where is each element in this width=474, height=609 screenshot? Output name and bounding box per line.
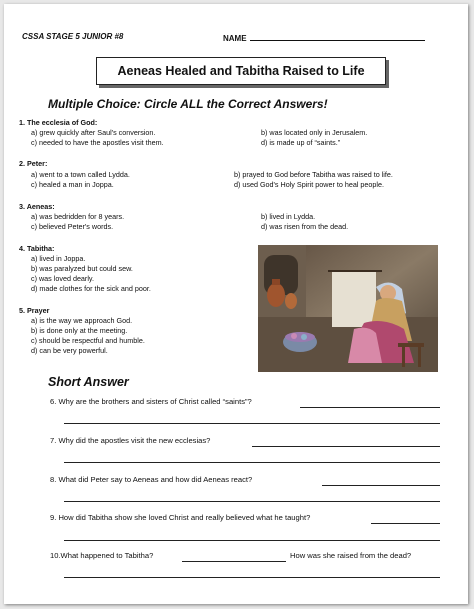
answer-8-line-2[interactable] — [64, 501, 440, 502]
worksheet-code: CSSA STAGE 5 JUNIOR #8 — [22, 32, 124, 41]
q3-option-d[interactable]: d) was risen from the dead. — [261, 222, 349, 231]
name-line[interactable] — [250, 32, 425, 41]
answer-7-line-1[interactable] — [252, 446, 440, 447]
short-answer-8: 8. What did Peter say to Aeneas and how did Aeneas react? — [50, 475, 253, 484]
question-5-label: 5. Prayer — [19, 306, 50, 315]
answer-8-line-1[interactable] — [322, 485, 440, 486]
answer-6-line-2[interactable] — [64, 423, 440, 424]
short-answer-10b: How was she raised from the dead? — [290, 551, 412, 560]
tabitha-sewing-illustration — [258, 245, 438, 372]
q3-option-a[interactable]: a) was bedridden for 8 years. — [31, 212, 125, 221]
short-answer-6: 6. Why are the brothers and sisters of Christ called “saints”? — [50, 397, 252, 406]
question-4-label: 4. Tabitha: — [19, 244, 55, 253]
short-answer-7: 7. Why did the apostles visit the new ecclesias? — [50, 436, 211, 445]
answer-9-line-2[interactable] — [64, 540, 440, 541]
answer-6-line-1[interactable] — [300, 407, 440, 408]
question-1-label: 1. The ecclesia of God: — [19, 118, 98, 127]
short-answer-10: 10.What happened to Tabitha? — [50, 551, 154, 560]
q5-option-c[interactable]: c) should be respectful and humble. — [31, 336, 145, 345]
question-2-label: 2. Peter: — [19, 159, 48, 168]
q4-option-d[interactable]: d) made clothes for the sick and poor. — [31, 284, 151, 293]
q1-option-a[interactable]: a) grew quickly after Saul's conversion. — [31, 128, 156, 137]
q1-option-d[interactable]: d) is made up of “saints.” — [261, 138, 341, 147]
q1-option-b[interactable]: b) was located only in Jerusalem. — [261, 128, 368, 137]
answer-10-line-2[interactable] — [64, 577, 440, 578]
name-field[interactable] — [223, 32, 425, 43]
q4-option-b[interactable]: b) was paralyzed but could sew. — [31, 264, 133, 273]
q2-option-c[interactable]: c) healed a man in Joppa. — [31, 180, 114, 189]
short-answer-heading: Short Answer — [48, 375, 129, 389]
worksheet-page — [4, 4, 468, 604]
q3-option-b[interactable]: b) lived in Lydda. — [261, 212, 316, 221]
q3-option-c[interactable]: c) believed Peter's words. — [31, 222, 114, 231]
q1-option-c[interactable]: c) needed to have the apostles visit them. — [31, 138, 164, 147]
worksheet-title: Aeneas Healed and Tabitha Raised to Life — [96, 57, 386, 85]
q2-option-a[interactable]: a) went to a town called Lydda. — [31, 170, 130, 179]
answer-7-line-2[interactable] — [64, 462, 440, 463]
q2-option-b[interactable]: b) prayed to God before Tabitha was raised to life. — [234, 170, 393, 179]
q4-option-c[interactable]: c) was loved dearly. — [31, 274, 94, 283]
q4-option-a[interactable]: a) lived in Joppa. — [31, 254, 86, 263]
multiple-choice-heading: Multiple Choice: Circle ALL the Correct Answers! — [48, 97, 328, 111]
short-answer-9: 9. How did Tabitha show she loved Christ and really believed what he taught? — [50, 513, 311, 522]
question-3-label: 3. Aeneas: — [19, 202, 55, 211]
q5-option-d[interactable]: d) can be very powerful. — [31, 346, 108, 355]
answer-10a-line[interactable] — [182, 561, 286, 562]
answer-9-line-1[interactable] — [371, 523, 440, 524]
name-label: NAME — [223, 34, 247, 43]
q5-option-a[interactable]: a) is the way we approach God. — [31, 316, 133, 325]
q2-option-d[interactable]: d) used God's Holy Spirit power to heal people. — [234, 180, 384, 189]
q5-option-b[interactable]: b) is done only at the meeting. — [31, 326, 128, 335]
